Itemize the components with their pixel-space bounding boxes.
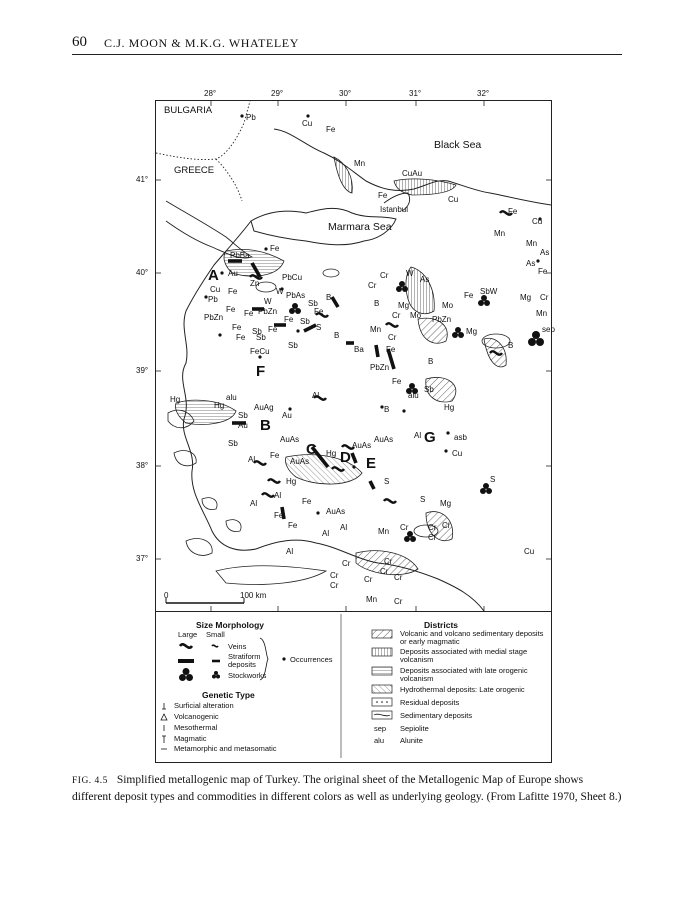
occurrence-label: Mg <box>398 301 410 310</box>
map-artwork <box>156 101 551 611</box>
occurrence-label: PbZn <box>204 313 224 322</box>
city-label: Istanbul <box>380 205 409 214</box>
occurrence-label: Hg <box>444 403 455 412</box>
occurrence-label: Sb <box>300 317 310 326</box>
occurrence-label: Mn <box>536 309 548 318</box>
district-letter: G <box>424 429 436 446</box>
page-number: 60 <box>72 34 87 50</box>
longitude-label: 28° <box>204 89 217 98</box>
scale-start: 0 <box>164 591 169 600</box>
occurrence-label: Au <box>238 421 248 430</box>
occurrence-label: AuAs <box>352 441 372 450</box>
latitude-label: 40° <box>136 268 149 277</box>
scale-bar <box>166 598 244 603</box>
occurrence-label: FeCu <box>250 347 270 356</box>
occurrence-label: Cr <box>380 567 389 576</box>
occurrence-label: Fe <box>378 191 388 200</box>
metallogenic-map <box>136 89 555 612</box>
occurrence-label: PbAs <box>286 291 306 300</box>
occurrence-label: Fe <box>270 244 280 253</box>
occurrence-label: PbZn <box>258 307 278 316</box>
district-letter: A <box>208 267 219 284</box>
occurrence-label: Cr <box>394 573 403 582</box>
occurrence-label: Cr <box>428 523 437 532</box>
occurrence-label: Fe <box>464 291 474 300</box>
occurrence-label: Mn <box>526 239 538 248</box>
legend-label: Volcanic and volcano sedimentary deposits or early magmatic <box>400 629 544 646</box>
occurrence-label: Fe <box>226 305 236 314</box>
latitude-label: 39° <box>136 366 149 375</box>
stockwork-symbols <box>289 281 544 542</box>
latitude-label: 37° <box>136 554 149 563</box>
occurrence-label: Sb <box>308 299 318 308</box>
legend-label: Residual deposits <box>400 698 460 707</box>
occurrence-label: AuAs <box>326 507 346 516</box>
scale-end: 100 km <box>240 591 267 600</box>
legend-label: Alunite <box>400 736 423 745</box>
legend-label: Magmatic <box>174 734 207 743</box>
occurrence-label: Fe <box>508 207 518 216</box>
sea-label: Marmara Sea <box>328 221 392 233</box>
occurrence-label: Cr <box>388 333 397 342</box>
occurrence-label: Fe <box>228 287 238 296</box>
occurrence-label: Fe <box>270 451 280 460</box>
occurrence-label: B <box>374 299 380 308</box>
legend-label: Deposits associated with late orogenic volcanism <box>400 666 528 683</box>
occurrence-label: Mn <box>378 527 390 536</box>
occurrence-label: Fe <box>386 345 396 354</box>
occurrence-label: Ba <box>354 345 364 354</box>
sea-label: Black Sea <box>434 139 482 151</box>
occurrence-label: Sb <box>256 333 266 342</box>
occurrence-label: Mn <box>494 229 506 238</box>
occurrence-label: S <box>420 495 426 504</box>
occurrence-label: Al <box>248 455 256 464</box>
legend-label: Sepiolite <box>400 724 429 733</box>
occurrence-label: Pb <box>246 113 256 122</box>
legend-label: Deposits associated with medial stage volcanism <box>400 647 528 664</box>
occurrence-label: AuAs <box>374 435 394 444</box>
caption-text: Simplified metallogenic map of Turkey. The original sheet of the Metallogenic Map of Europe shows different deposit types and commodities in different colors as well as underlying geology. (From Lafitte 1970, Sheet 8.) <box>72 774 622 803</box>
occurrence-label: SbW <box>480 287 498 296</box>
occurrence-label: PbBa <box>230 251 250 260</box>
occurrence-label: Fe <box>392 377 402 386</box>
district-volcanic-ne <box>394 179 456 195</box>
occurrence-label: Hg <box>286 477 297 486</box>
longitude-label: 32° <box>477 89 490 98</box>
occurrence-label: Mg <box>440 499 452 508</box>
district-letter: E <box>366 455 377 472</box>
occurrence-label: S <box>490 475 496 484</box>
occurrence-label: AuAs <box>290 457 310 466</box>
occurrence-label: Cr <box>330 571 339 580</box>
district-letter: C <box>306 441 317 458</box>
occurrence-label: Pb <box>208 295 218 304</box>
occurrence-label: Zn <box>250 279 260 288</box>
occurrence-label: Au <box>228 269 238 278</box>
legend-heading: Size Morphology <box>196 620 264 630</box>
figure-label: FIG. 4.5 <box>72 776 108 786</box>
occurrence-label: CuAu <box>402 169 423 178</box>
occurrence-label: B <box>326 293 332 302</box>
occurrence-label: Cu <box>210 285 221 294</box>
occurrence-label: Fe <box>274 511 284 520</box>
occurrence-label: Cr <box>384 557 393 566</box>
legend-label: Veins <box>228 642 247 651</box>
occurrence-label: PbCu <box>282 273 303 282</box>
occurrence-label: S <box>384 477 390 486</box>
occurrence-label: Sb <box>288 341 298 350</box>
running-head: C.J. MOON & M.K.G. WHATELEY <box>104 36 299 50</box>
occurrence-label: Cu <box>448 195 459 204</box>
occurrence-label: W <box>264 297 272 306</box>
occurrence-label: Fe <box>244 309 254 318</box>
occurrence-label: Cr <box>380 271 389 280</box>
occurrence-label: B <box>384 405 390 414</box>
latitude-label: 41° <box>136 175 149 184</box>
occurrence-label: Cr <box>342 559 351 568</box>
occurrence-label: B <box>334 331 340 340</box>
occurrence-label: Mg <box>520 293 532 302</box>
occurrence-label: Cr <box>392 311 401 320</box>
occurrence-label: Hg <box>214 401 225 410</box>
legend-label: Volcanogenic <box>174 712 219 721</box>
legend-heading: Genetic Type <box>202 690 255 700</box>
occurrence-label: alu <box>226 393 237 402</box>
occurrence-label: Fe <box>284 315 294 324</box>
legend-code: alu <box>374 736 385 745</box>
occurrence-label: Fe <box>302 497 312 506</box>
occurrence-label: Hg <box>326 449 337 458</box>
map-legend <box>155 610 552 763</box>
occurrence-label: Al <box>322 529 330 538</box>
occurrence-label: Mn <box>370 325 382 334</box>
occurrence-label: Al <box>340 523 348 532</box>
occurrence-label: Cr <box>442 521 451 530</box>
occurrence-label: Fe <box>268 325 278 334</box>
occurrence-label: Cr <box>394 597 403 606</box>
occurrence-label: Mg <box>466 327 478 336</box>
district-letter: D <box>340 449 351 466</box>
latitude-label: 38° <box>136 461 149 470</box>
legend-heading: Districts <box>424 620 459 630</box>
national-border-south <box>216 159 242 201</box>
occurrence-label: As <box>540 248 550 257</box>
legend-label: Large <box>178 630 198 639</box>
occurrence-label: Cr <box>428 533 437 542</box>
occurrence-label: Hg <box>170 395 181 404</box>
occurrence-label: Fe <box>232 323 242 332</box>
occurrence-label: Sb <box>238 411 248 420</box>
figure-caption <box>72 773 622 805</box>
occurrence-label: Cu <box>452 449 463 458</box>
occurrence-label: Al <box>312 391 320 400</box>
occurrence-label: W <box>276 287 284 296</box>
longitude-label: 31° <box>409 89 422 98</box>
occurrence-label: Cr <box>368 281 377 290</box>
occurrence-label: AuAs <box>280 435 300 444</box>
district-mn-north <box>334 157 352 193</box>
occurrence-label: B <box>508 341 514 350</box>
occurrence-label: AuAg <box>254 403 274 412</box>
occurrence-label: Cr <box>364 575 373 584</box>
legend-label: Sedimentary deposits <box>400 711 473 720</box>
occurrence-label: Fe <box>314 307 324 316</box>
occurrence-label: Cu <box>532 217 543 226</box>
occurrence-label: sep <box>542 325 555 334</box>
occurrence-label: Al <box>414 431 422 440</box>
occurrence-label: Al <box>286 547 294 556</box>
occurrence-label: Fe <box>236 333 246 342</box>
legend-label: Stockworks <box>228 671 267 680</box>
legend-label: Small <box>206 630 225 639</box>
district-letter: F <box>256 363 266 380</box>
occurrence-label: Cr <box>540 293 549 302</box>
occurrence-label: As <box>526 259 536 268</box>
occurrence-label: B <box>428 357 434 366</box>
occurrence-label: Fe <box>288 521 298 530</box>
occurrence-label: alu <box>408 391 419 400</box>
district-hg-west <box>175 400 236 424</box>
occurrence-label: As <box>420 275 430 284</box>
longitude-label: 30° <box>339 89 352 98</box>
legend-label: Surficial alteration <box>174 701 234 710</box>
occurrence-label: Au <box>282 411 292 420</box>
occurrence-label: Sb <box>252 327 262 336</box>
occurrence-label: Sb <box>228 439 238 448</box>
occurrence-label: Cr <box>330 581 339 590</box>
occurrence-label: PbZn <box>432 315 452 324</box>
occurrence-label: Al <box>274 491 282 500</box>
legend-label: Occurrences <box>290 655 333 664</box>
page-header <box>72 32 622 55</box>
occurrence-label: Mo <box>442 301 454 310</box>
occurrence-label: S <box>316 323 322 332</box>
occurrence-label: Fe <box>326 125 336 134</box>
occurrence-label: Cu <box>302 119 313 128</box>
occurrence-label: Sb <box>424 385 434 394</box>
longitude-label: 29° <box>271 89 284 98</box>
occurrence-label: asb <box>454 433 467 442</box>
legend-label: Mesothermal <box>174 723 218 732</box>
occurrence-label: Mo <box>410 311 422 320</box>
country-label: GREECE <box>174 165 215 176</box>
legend-label: Stratiform deposits <box>228 652 261 669</box>
country-label: BULGARIA <box>164 105 213 116</box>
occurrence-label: Fe <box>538 267 548 276</box>
occurrence-label: Cu <box>524 547 535 556</box>
occurrence-label: Mn <box>366 595 378 604</box>
district-letter: B <box>260 417 271 434</box>
occurrence-label: Al <box>250 499 258 508</box>
legend-label: Metamorphic and metasomatic <box>174 744 277 753</box>
occurrence-label: W <box>406 269 414 278</box>
occurrence-label: Mn <box>354 159 366 168</box>
occurrence-label: Cr <box>400 523 409 532</box>
occurrence-label: PbZn <box>370 363 390 372</box>
legend-label: Hydrothermal deposits: Late orogenic <box>400 685 525 694</box>
legend-code: sep <box>374 724 387 733</box>
